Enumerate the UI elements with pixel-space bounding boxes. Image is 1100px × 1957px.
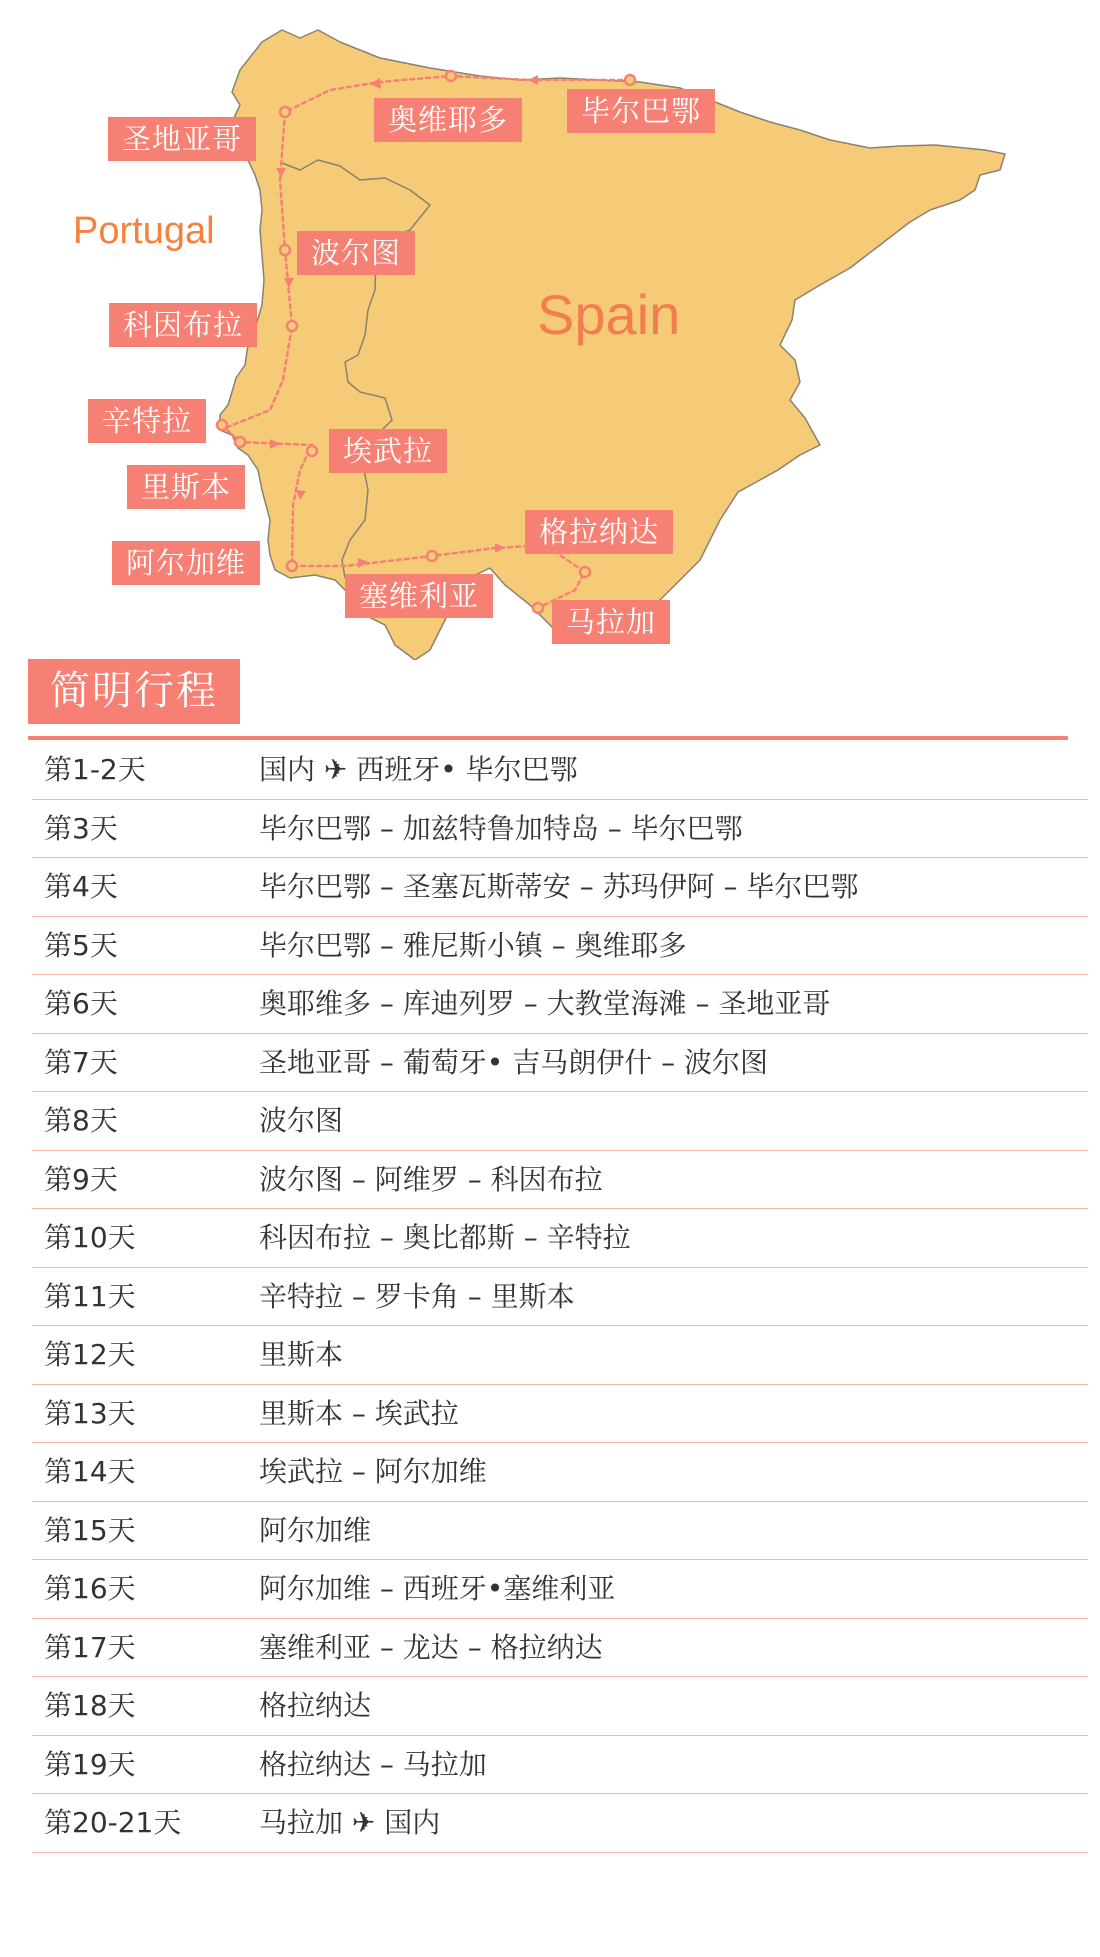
itinerary-route: 格拉纳达 – 马拉加	[259, 1747, 487, 1781]
itinerary-route: 阿尔加维 – 西班牙•塞维利亚	[259, 1572, 616, 1605]
itinerary-row	[32, 800, 1088, 859]
itinerary-route: 阿尔加维	[259, 1513, 372, 1547]
itinerary-route: 塞维利亚 – 龙达 – 格拉纳达	[259, 1630, 603, 1664]
itinerary-route: 里斯本 – 埃武拉	[259, 1396, 459, 1430]
city-label-seville: 塞维利亚	[345, 574, 493, 618]
itinerary-day: 第3天	[44, 811, 118, 845]
stop-seville	[427, 551, 437, 561]
itinerary-route: 科因布拉 – 奥比都斯 – 辛特拉	[259, 1221, 631, 1254]
itinerary-day: 第7天	[44, 1045, 118, 1079]
city-label-evora: 埃武拉	[329, 429, 447, 473]
itinerary-row	[32, 1619, 1088, 1678]
stop-evora	[307, 446, 317, 456]
city-label-porto: 波尔图	[297, 231, 415, 275]
itinerary-row	[32, 1560, 1088, 1619]
itinerary-route: 毕尔巴鄂 – 圣塞瓦斯蒂安 – 苏玛伊阿 – 毕尔巴鄂	[259, 870, 859, 903]
itinerary-table	[32, 741, 1088, 1853]
city-label-algarve: 阿尔加维	[112, 541, 260, 585]
itinerary-row	[32, 1326, 1088, 1385]
itinerary-route: 波尔图 – 阿维罗 – 科因布拉	[259, 1162, 603, 1196]
city-label-coimbra: 科因布拉	[109, 303, 257, 347]
stop-lisbon	[235, 437, 245, 447]
stop-porto	[280, 245, 290, 255]
city-label-bilbao: 毕尔巴鄂	[567, 89, 715, 133]
city-label-lisbon: 里斯本	[127, 465, 245, 509]
itinerary-day: 第20-21天	[44, 1806, 182, 1839]
itinerary-day: 第12天	[44, 1338, 136, 1371]
stop-oviedo	[446, 71, 456, 81]
itinerary-route: 毕尔巴鄂 – 加兹特鲁加特岛 – 毕尔巴鄂	[259, 811, 743, 845]
itinerary-day: 第15天	[44, 1513, 136, 1547]
itinerary-row	[32, 1794, 1088, 1853]
itinerary-title: 简明行程	[28, 659, 240, 724]
itinerary-day: 第13天	[44, 1396, 136, 1430]
country-label-portugal: Portugal	[73, 210, 215, 252]
itinerary-row	[32, 1092, 1088, 1151]
stop-coimbra	[287, 321, 297, 331]
itinerary-day: 第11天	[44, 1279, 136, 1313]
itinerary-row	[32, 1443, 1088, 1502]
itinerary-route: 毕尔巴鄂 – 雅尼斯小镇 – 奥维耶多	[259, 928, 687, 962]
city-label-granada: 格拉纳达	[525, 510, 673, 554]
itinerary-day: 第4天	[44, 870, 118, 903]
itinerary-route: 里斯本	[259, 1338, 344, 1371]
city-label-oviedo: 奥维耶多	[374, 98, 522, 142]
itinerary-row	[32, 975, 1088, 1034]
itinerary-row	[32, 1502, 1088, 1561]
itinerary-row	[32, 1034, 1088, 1093]
itinerary-route: 国内 ✈ 西班牙• 毕尔巴鄂	[259, 753, 578, 786]
stop-sintra	[217, 420, 227, 430]
city-label-sintra: 辛特拉	[88, 399, 206, 443]
itinerary-day: 第17天	[44, 1630, 136, 1664]
itinerary-row	[32, 1151, 1088, 1210]
stop-bilbao	[625, 75, 635, 85]
itinerary-day: 第16天	[44, 1572, 136, 1605]
itinerary-row	[32, 1677, 1088, 1736]
itinerary-row	[32, 1209, 1088, 1268]
country-label-spain: Spain	[537, 283, 681, 346]
itinerary-day: 第8天	[44, 1104, 118, 1137]
itinerary-day: 第9天	[44, 1162, 118, 1196]
itinerary-route: 格拉纳达	[259, 1689, 372, 1722]
city-label-santiago: 圣地亚哥	[108, 117, 256, 161]
itinerary-day: 第18天	[44, 1689, 136, 1722]
stop-algarve	[287, 561, 297, 571]
itinerary-day: 第14天	[44, 1455, 136, 1488]
stop-santiago	[280, 107, 290, 117]
itinerary-row	[32, 1736, 1088, 1795]
city-label-malaga: 马拉加	[552, 600, 670, 644]
itinerary-day: 第1-2天	[44, 753, 146, 786]
itinerary-row	[32, 741, 1088, 800]
itinerary-day: 第19天	[44, 1747, 136, 1781]
itinerary-route: 埃武拉 – 阿尔加维	[259, 1455, 487, 1488]
itinerary-route: 奥耶维多 – 库迪列罗 – 大教堂海滩 – 圣地亚哥	[259, 987, 831, 1020]
iberia-map	[0, 0, 1100, 660]
itinerary-route: 波尔图	[259, 1104, 344, 1137]
itinerary-title-rule	[28, 736, 1068, 740]
itinerary-row	[32, 858, 1088, 917]
itinerary-row	[32, 917, 1088, 976]
stop-malaga	[533, 603, 543, 613]
itinerary-route: 马拉加 ✈ 国内	[259, 1806, 441, 1839]
itinerary-row	[32, 1385, 1088, 1444]
itinerary-day: 第5天	[44, 928, 118, 962]
stop-granada	[580, 567, 590, 577]
itinerary-route: 圣地亚哥 – 葡萄牙• 吉马朗伊什 – 波尔图	[259, 1045, 769, 1079]
itinerary-day: 第10天	[44, 1221, 136, 1254]
itinerary-route: 辛特拉 – 罗卡角 – 里斯本	[259, 1279, 575, 1313]
itinerary-row	[32, 1268, 1088, 1327]
itinerary-day: 第6天	[44, 987, 118, 1020]
